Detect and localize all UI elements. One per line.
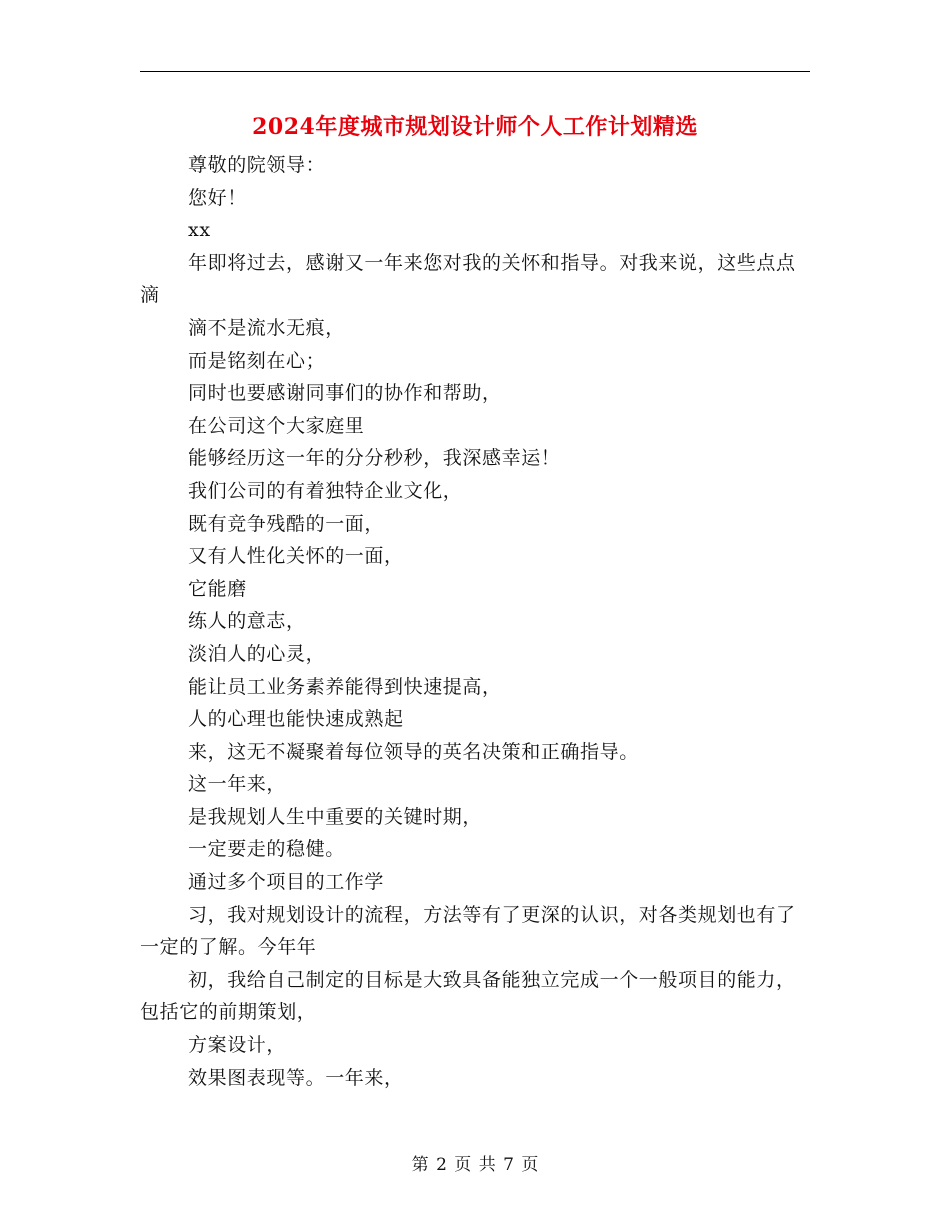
paragraph: 练人的意志，	[188, 610, 306, 633]
paragraph: 初，我给自己制定的目标是大致具备能独立完成一个一般项目的能力，包括它的前期策划，	[140, 968, 796, 1024]
document-body	[140, 149, 810, 1094]
paragraph: 是我规划人生中重要的关键时期，	[188, 805, 483, 828]
paragraph: 年即将过去，感谢又一年来您对我的关怀和指导。对我来说，这些点点滴	[140, 251, 796, 307]
paragraph: 滴不是流水无痕，	[188, 316, 345, 339]
paragraph: 能够经历这一年的分分秒秒，我深感幸运！	[188, 447, 561, 470]
page-number-footer: 第 2 页 共 7 页	[411, 1155, 539, 1175]
paragraph: 能让员工业务素养能得到快速提高，	[188, 675, 502, 698]
paragraph: 既有竞争残酷的一面，	[188, 512, 385, 535]
paragraph: 人的心理也能快速成熟起	[188, 708, 404, 731]
paragraph: 又有人性化关怀的一面，	[188, 545, 404, 568]
paragraph: 淡泊人的心灵，	[188, 642, 326, 665]
paragraph: 在公司这个大家庭里	[188, 414, 365, 437]
paragraph: 而是铭刻在心；	[188, 349, 326, 372]
header-rule	[140, 71, 810, 72]
paragraph: 这一年来，	[188, 773, 287, 796]
paragraph: 同时也要感谢同事们的协作和帮助，	[188, 382, 502, 405]
paragraph: 效果图表现等。一年来，	[188, 1066, 404, 1089]
paragraph: 通过多个项目的工作学	[188, 871, 385, 894]
paragraph: 您好！	[188, 186, 247, 209]
paragraph: 它能磨	[188, 577, 247, 600]
paragraph: xx	[188, 219, 211, 242]
paragraph: 方案设计，	[188, 1034, 287, 1057]
paragraph: 我们公司的有着独特企业文化，	[188, 479, 463, 502]
paragraph: 一定要走的稳健。	[188, 838, 345, 861]
document-title: 2024年度城市规划设计师个人工作计划精选	[252, 114, 698, 140]
paragraph: 习，我对规划设计的流程，方法等有了更深的认识，对各类规划也有了一定的了解。今年年	[140, 903, 796, 959]
paragraph: 尊敬的院领导：	[188, 154, 326, 176]
paragraph: 来，这无不凝聚着每位领导的英名决策和正确指导。	[188, 740, 639, 763]
